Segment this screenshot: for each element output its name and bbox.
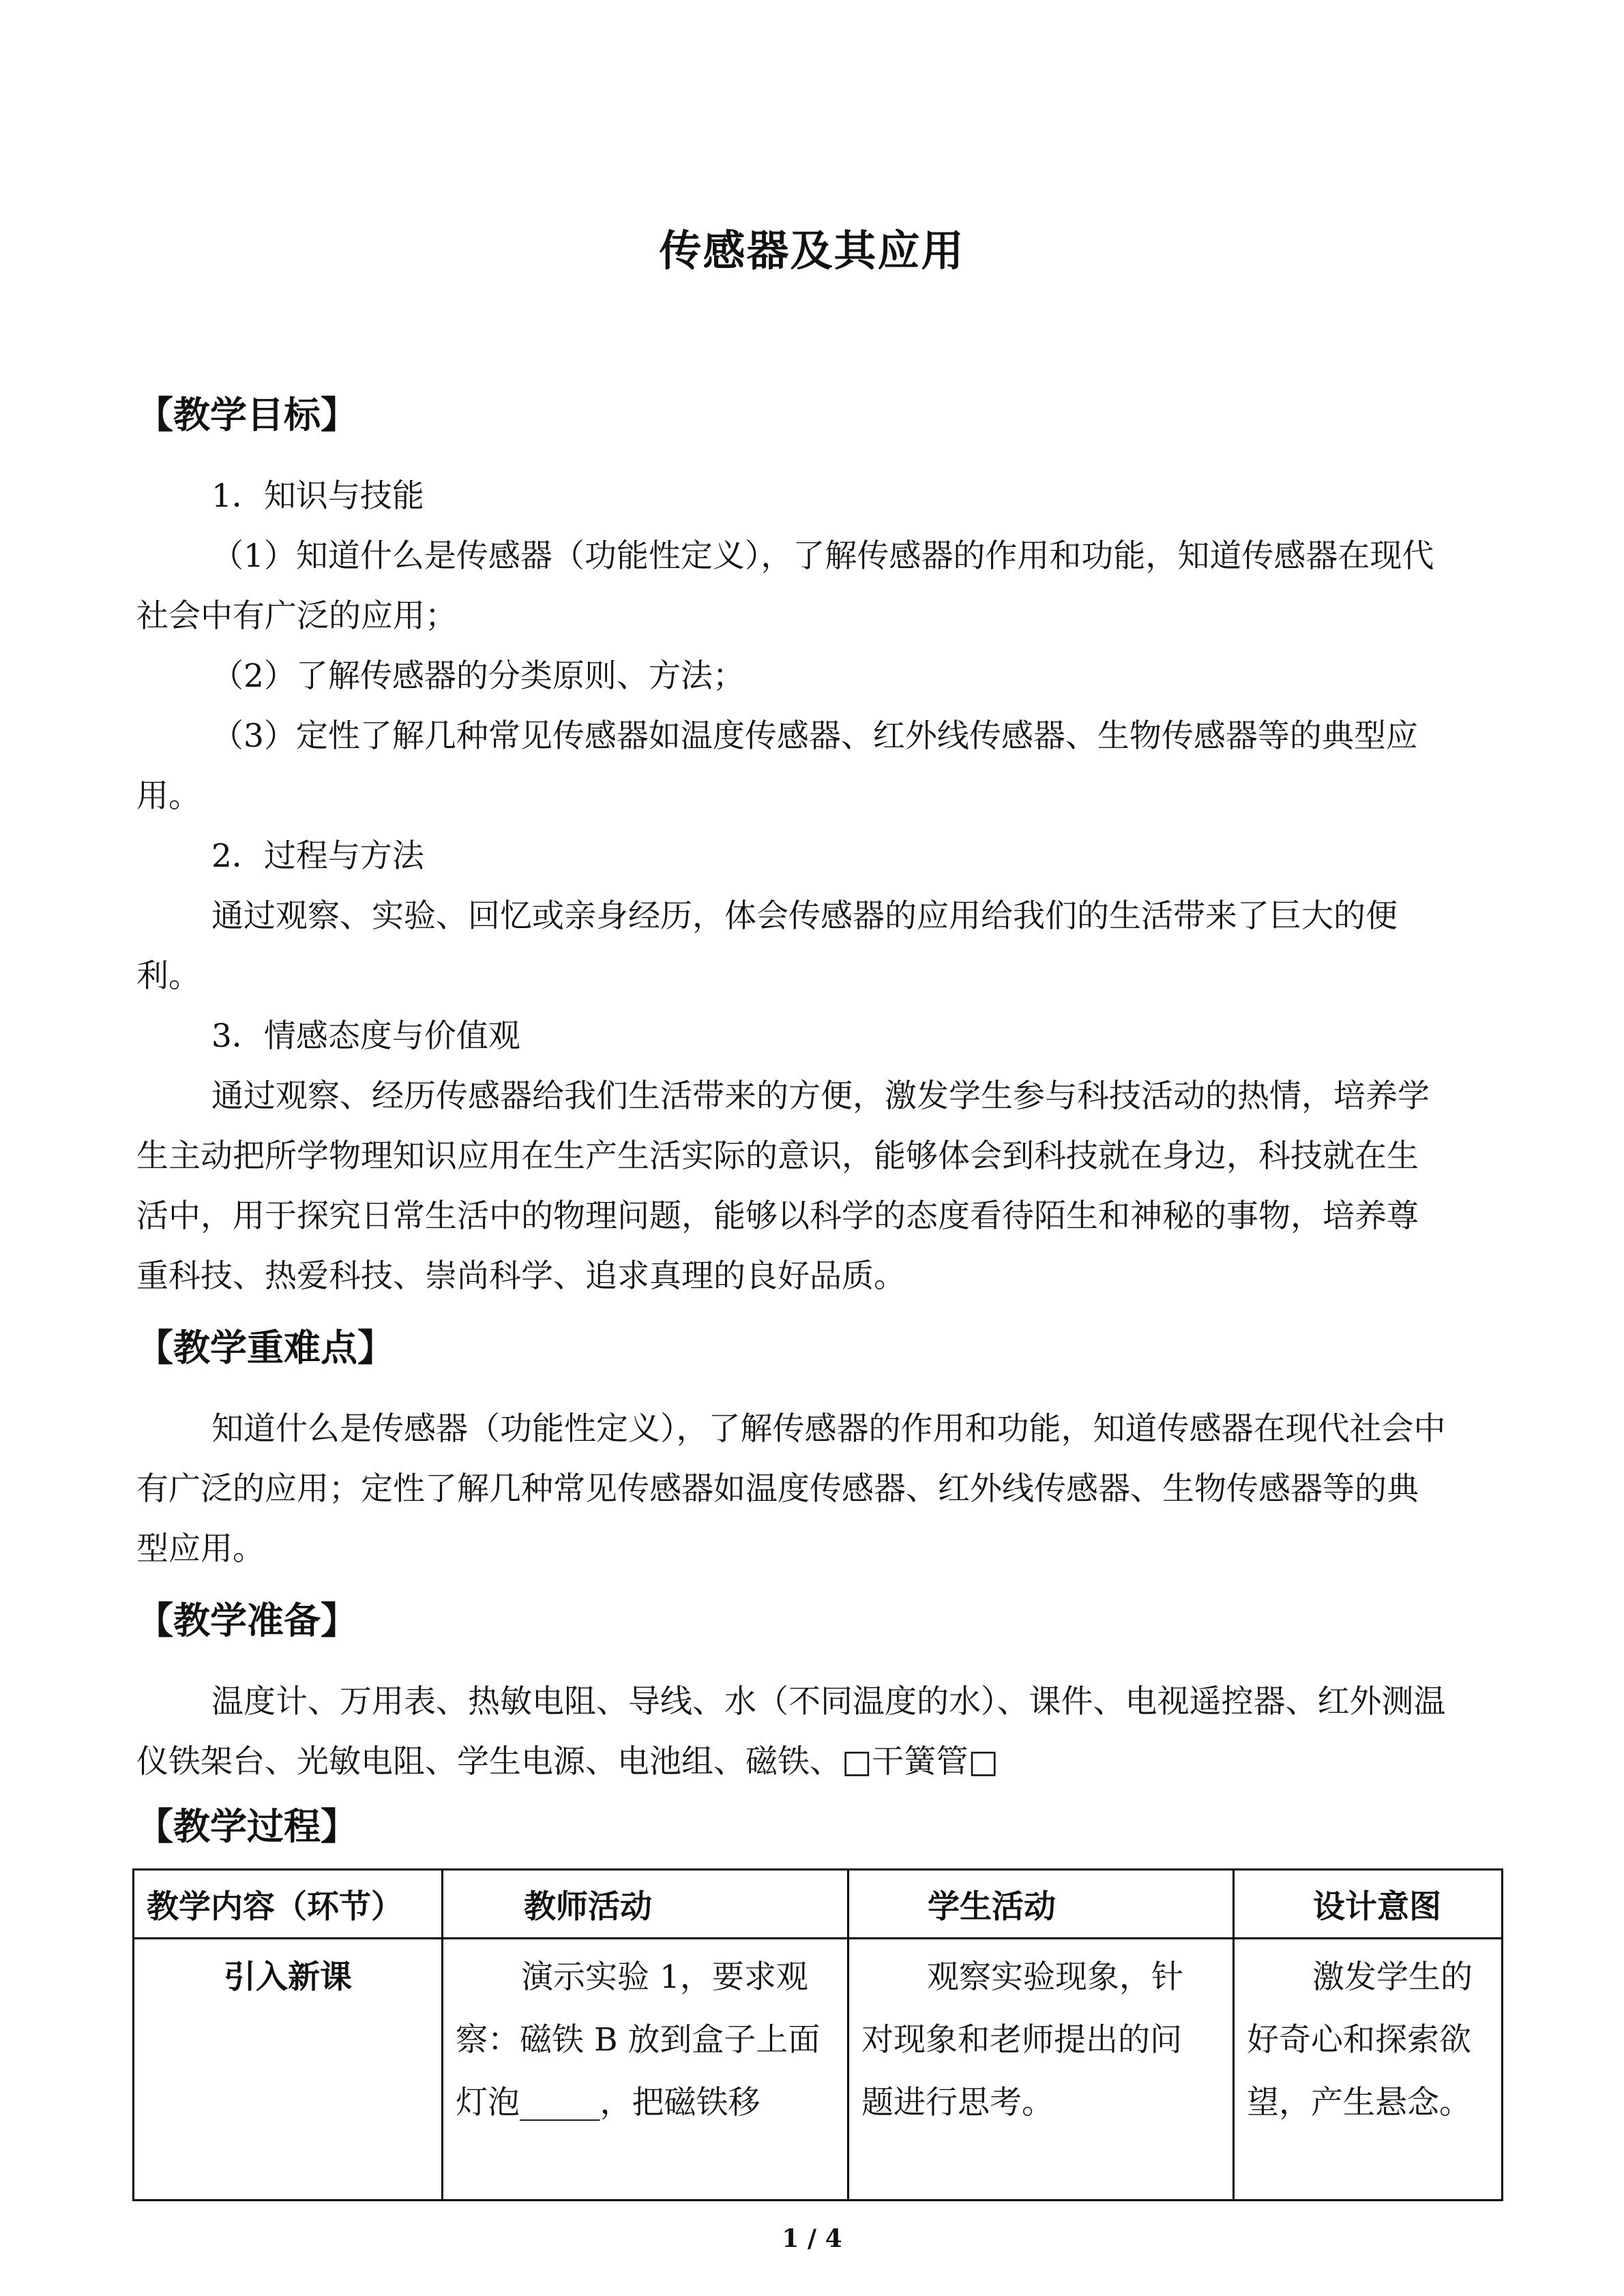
key-points-line1: 知道什么是传感器（功能性定义），了解传感器的作用和功能，知道传感器在现代社会中 — [211, 1410, 1446, 1448]
process-table — [132, 1868, 1503, 2201]
key-points-line3: 型应用。 — [136, 1530, 265, 1568]
objective-k2: （2）了解传感器的分类原则、方法； — [211, 657, 745, 695]
table-header-cell: 学生活动 — [848, 1870, 1234, 1939]
table-header-cell: 教学内容（环节） — [134, 1870, 443, 1939]
table-cell-student: 观察实验现象，针 对现象和老师提出的问 题进行思考。 — [848, 1939, 1234, 2201]
table-header-row — [134, 1870, 1503, 1939]
objective-k1-line1: （1）知道什么是传感器（功能性定义），了解传感器的作用和功能，知道传感器在现代 — [211, 537, 1434, 575]
table-row — [134, 1939, 1503, 2201]
emotion-line1: 通过观察、经历传感器给我们生活带来的方便，激发学生参与科技活动的热情，培养学 — [211, 1077, 1430, 1115]
table-header-cell: 教师活动 — [443, 1870, 848, 1939]
preparation-line2: 仪铁架台、光敏电阻、学生电源、电池组、磁铁、□干簧管□ — [136, 1743, 999, 1780]
page-number: 1 / 4 — [782, 2224, 842, 2253]
emotion-line2: 生主动把所学物理知识应用在生产生活实际的意识，能够体会到科技就在身边，科技就在生 — [136, 1137, 1419, 1175]
process-title: 2．过程与方法 — [211, 837, 424, 875]
process-line2: 利。 — [136, 957, 201, 995]
key-points-line2: 有广泛的应用；定性了解几种常见传感器如温度传感器、红外线传感器、生物传感器等的典 — [136, 1470, 1419, 1508]
page-title: 传感器及其应用 — [659, 226, 965, 275]
section-heading-key-points: 【教学重难点】 — [136, 1326, 394, 1369]
objective-k1-line2: 社会中有广泛的应用； — [136, 597, 457, 635]
section-heading-preparation: 【教学准备】 — [136, 1599, 357, 1642]
emotion-title: 3．情感态度与价值观 — [211, 1017, 520, 1055]
table-header-cell: 设计意图 — [1234, 1870, 1503, 1939]
objective-k3-line1: （3）定性了解几种常见传感器如温度传感器、红外线传感器、生物传感器等的典型应 — [211, 717, 1418, 755]
objective-k3-line2: 用。 — [136, 777, 201, 815]
section-heading-objectives: 【教学目标】 — [136, 393, 357, 436]
emotion-line3: 活中，用于探究日常生活中的物理问题，能够以科学的态度看待陌生和神秘的事物，培养尊 — [136, 1197, 1419, 1235]
section-heading-process: 【教学过程】 — [136, 1805, 357, 1848]
process-line1: 通过观察、实验、回忆或亲身经历，体会传感器的应用给我们的生活带来了巨大的便 — [211, 897, 1398, 935]
knowledge-title: 1．知识与技能 — [211, 477, 424, 515]
table-cell-intent: 激发学生的 好奇心和探索欲 望，产生悬念。 — [1234, 1939, 1503, 2201]
emotion-line4: 重科技、热爱科技、崇尚科学、追求真理的良好品质。 — [136, 1257, 906, 1295]
table-cell-teacher: 演示实验 1，要求观 察：磁铁 B 放到盒子上面 灯泡_____，把磁铁移 — [443, 1939, 848, 2201]
table-cell-content: 引入新课 — [134, 1939, 443, 2201]
preparation-line1: 温度计、万用表、热敏电阻、导线、水（不同温度的水）、课件、电视遥控器、红外测温 — [211, 1683, 1446, 1720]
